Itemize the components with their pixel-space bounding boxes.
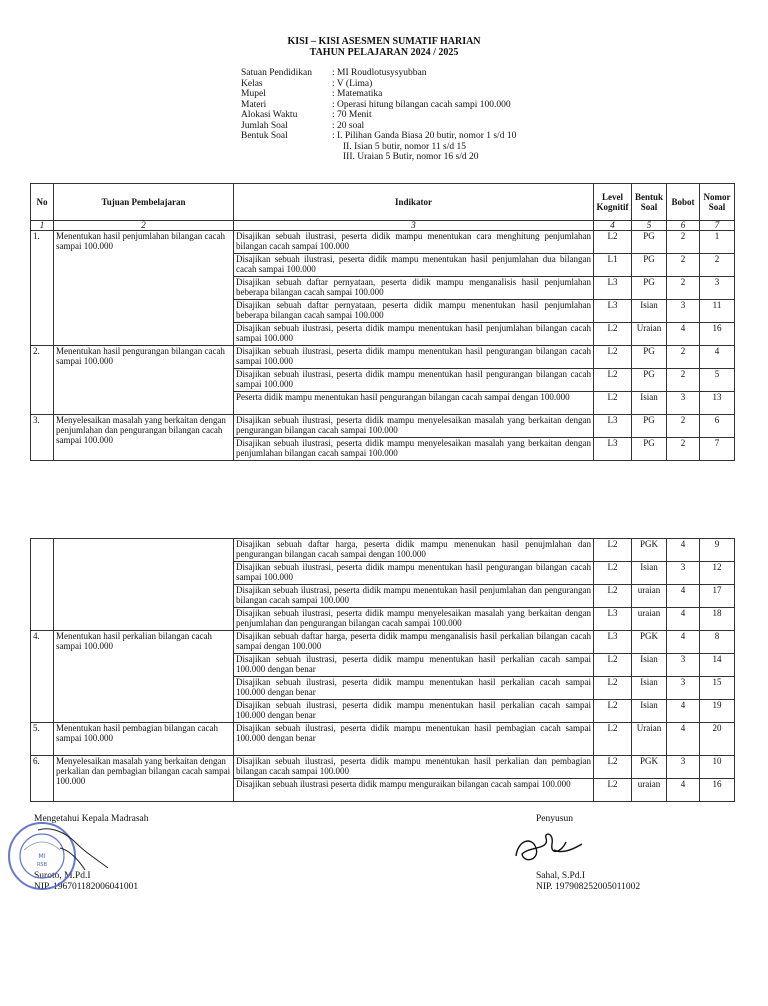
weight-cell: 4: [667, 608, 700, 631]
info-value: : Matematika: [332, 89, 383, 99]
row-number: 6.: [31, 756, 54, 802]
level-cell: L2: [594, 369, 632, 392]
info-value: : MI Roudlotusysyubban: [332, 68, 427, 78]
form-cell: Isian: [632, 300, 667, 323]
indicator-cell: Disajikan sebuah ilustrasi, peserta didik mampu menentukan hasil perkalian cacah sampai 100.000 dengan benar: [234, 677, 594, 700]
weight-cell: 3: [667, 562, 700, 585]
weight-cell: 2: [667, 254, 700, 277]
level-cell: L3: [594, 300, 632, 323]
form-cell: Isian: [632, 654, 667, 677]
question-number-cell: 12: [700, 562, 735, 585]
right-signature-mark-icon: [510, 826, 590, 871]
right-signature-name: Sahal, S.Pd.I: [536, 871, 586, 881]
form-cell: PG: [632, 231, 667, 254]
weight-cell: 4: [667, 539, 700, 562]
row-number: [31, 539, 54, 631]
question-number-cell: 16: [700, 779, 735, 802]
learning-objective: Menyelesaikan masalah yang berkaitan dengan perkalian dan pembagian bilangan cacah sampai 100.000: [54, 756, 234, 802]
weight-cell: 4: [667, 700, 700, 723]
table-row: [31, 346, 735, 369]
column-number: 5: [632, 221, 667, 231]
level-cell: L2: [594, 654, 632, 677]
weight-cell: 2: [667, 438, 700, 461]
info-row: [241, 89, 516, 100]
info-block: [241, 68, 516, 163]
indicator-cell: Disajikan sebuah ilustrasi, peserta didik mampu menentukan hasil penjumlahan bilangan cacah sampai 100.000: [234, 323, 594, 346]
indicator-cell: Disajikan sebuah ilustrasi, peserta didik mampu menentukan hasil pengurangan bilangan cacah sampai 100.000: [234, 346, 594, 369]
header-no: No: [31, 184, 54, 221]
weight-cell: 4: [667, 323, 700, 346]
indicator-cell: Disajikan sebuah ilustrasi, peserta didik mampu menentukan hasil perkalian dan pembagian bilangan cacah sampai 100.000: [234, 756, 594, 779]
weight-cell: 3: [667, 756, 700, 779]
level-cell: L2: [594, 231, 632, 254]
form-cell: PG: [632, 438, 667, 461]
question-number-cell: 15: [700, 677, 735, 700]
question-number-cell: 13: [700, 392, 735, 415]
info-label: Materi: [241, 99, 267, 110]
info-row: [241, 110, 516, 121]
indicator-cell: Disajikan sebuah daftar pernyataan, peserta didik mampu menganalisis hasil penjumlahan beberapa bilangan cacah sampai 100.000: [234, 277, 594, 300]
level-cell: L3: [594, 277, 632, 300]
form-cell: Isian: [632, 700, 667, 723]
form-cell: PGK: [632, 539, 667, 562]
info-row: [241, 121, 516, 132]
learning-objective: Menentukan hasil perkalian bilangan cacah sampai 100.000: [54, 631, 234, 723]
level-cell: L3: [594, 438, 632, 461]
level-cell: L2: [594, 677, 632, 700]
info-label: Bentuk Soal: [241, 131, 288, 141]
question-number-cell: 3: [700, 277, 735, 300]
info-label: Satuan Pendidikan: [241, 68, 312, 78]
info-value: : Operasi hitung bilangan cacah sampi 100.000: [332, 99, 511, 110]
question-number-cell: 5: [700, 369, 735, 392]
question-number-cell: 4: [700, 346, 735, 369]
level-cell: L2: [594, 392, 632, 415]
learning-objective: Menentukan hasil pembagian bilangan cacah sampai 100.000: [54, 723, 234, 756]
level-cell: L2: [594, 585, 632, 608]
right-signature-title: Penyusun: [536, 814, 573, 824]
question-number-cell: 10: [700, 756, 735, 779]
form-cell: Isian: [632, 392, 667, 415]
row-number: 4.: [31, 631, 54, 723]
indicator-cell: Disajikan sebuah ilustrasi, peserta didik mampu menentukan hasil penjumlahan dua bilangan cacah sampai 100.000: [234, 254, 594, 277]
question-number-cell: 20: [700, 723, 735, 756]
indicator-cell: Disajikan sebuah ilustrasi, peserta didik mampu menyelesaikan masalah yang berkaitan dengan penjumlahan bilangan cacah sampai 100.000: [234, 438, 594, 461]
level-cell: L3: [594, 608, 632, 631]
weight-cell: 2: [667, 369, 700, 392]
weight-cell: 2: [667, 346, 700, 369]
level-cell: L3: [594, 631, 632, 654]
level-cell: L2: [594, 346, 632, 369]
level-cell: L1: [594, 254, 632, 277]
row-number: 3.: [31, 415, 54, 461]
info-label: Alokasi Waktu: [241, 110, 298, 120]
indicator-cell: Disajikan sebuah daftar harga, peserta didik mampu menganalisis hasil perkalian bilangan cacah sampai dengan 100.000: [234, 631, 594, 654]
learning-objective: [54, 539, 234, 631]
form-cell: PGK: [632, 756, 667, 779]
indicator-cell: Disajikan sebuah ilustrasi, peserta didik mampu menentukan hasil perkalian cacah sampai 100.000 dengan benar: [234, 700, 594, 723]
weight-cell: 4: [667, 779, 700, 802]
left-signature-name: Suroto, M.Pd.I: [34, 871, 91, 881]
learning-objective: Menentukan hasil pengurangan bilangan cacah sampai 100.000: [54, 346, 234, 415]
table-row: [31, 539, 735, 562]
question-number-cell: 16: [700, 323, 735, 346]
info-value: : 70 Menit: [332, 110, 372, 120]
level-cell: L3: [594, 415, 632, 438]
question-number-cell: 17: [700, 585, 735, 608]
level-cell: L2: [594, 562, 632, 585]
weight-cell: 3: [667, 677, 700, 700]
question-number-cell: 8: [700, 631, 735, 654]
info-row: [241, 68, 516, 79]
question-number-cell: 6: [700, 415, 735, 438]
info-value: : V (Lima): [332, 78, 373, 89]
left-signature-nip: NIP. 196701182006041001: [34, 882, 139, 892]
question-number-cell: 19: [700, 700, 735, 723]
document-subtitle: TAHUN PELAJARAN 2024 / 2025: [309, 47, 459, 58]
level-cell: L2: [594, 539, 632, 562]
row-number: 5.: [31, 723, 54, 756]
form-cell: Isian: [632, 677, 667, 700]
weight-cell: 3: [667, 300, 700, 323]
grid-table-page1: [30, 183, 735, 461]
question-number-cell: 18: [700, 608, 735, 631]
form-cell: uraian: [632, 585, 667, 608]
weight-cell: 2: [667, 231, 700, 254]
indicator-cell: Disajikan sebuah ilustrasi, peserta didik mampu menentukan hasil pembagian cacah sampai 100.000 dengan benar: [234, 723, 594, 756]
info-value: : 20 soal: [332, 120, 365, 131]
question-number-cell: 7: [700, 438, 735, 461]
indicator-cell: Disajikan sebuah ilustrasi, peserta didik mampu menentukan hasil penjumlahan dan pengurangan bilangan cacah sampai 100.000: [234, 585, 594, 608]
header-indikator: Indikator: [234, 184, 594, 221]
info-row: [241, 131, 516, 142]
info-label: Jumlah Soal: [241, 120, 288, 131]
indicator-cell: Disajikan sebuah ilustrasi, peserta didik mampu menyelesaikan masalah yang berkaitan dengan pengurangan bilangan cacah sampai 100.000: [234, 415, 594, 438]
level-cell: L2: [594, 323, 632, 346]
form-cell: PG: [632, 254, 667, 277]
indicator-cell: Disajikan sebuah ilustrasi peserta didik mampu menguraikan bilangan cacah sampai 100.000: [234, 779, 594, 802]
column-number: 2: [54, 221, 234, 231]
table-row: [31, 756, 735, 779]
table-row: [31, 631, 735, 654]
level-cell: L2: [594, 779, 632, 802]
grid-table-page2: [30, 538, 735, 802]
left-signature-mark-icon: [30, 820, 115, 875]
form-cell: PGK: [632, 631, 667, 654]
question-number-cell: 9: [700, 539, 735, 562]
level-cell: L2: [594, 756, 632, 779]
form-cell: PG: [632, 346, 667, 369]
header-bobot: Bobot: [667, 184, 700, 221]
svg-text:RSB: RSB: [36, 862, 48, 868]
indicator-cell: Disajikan sebuah ilustrasi, peserta didik mampu menentukan hasil pengurangan bilangan cacah sampai 100.000: [234, 562, 594, 585]
column-number: 6: [667, 221, 700, 231]
question-number-cell: 1: [700, 231, 735, 254]
info-row: [241, 79, 516, 90]
weight-cell: 3: [667, 392, 700, 415]
header-tujuan: Tujuan Pembelajaran: [54, 184, 234, 221]
info-value: : I. Pilihan Ganda Biasa 20 butir, nomor 1 s/d 10: [332, 131, 517, 141]
info-label: Mupel: [241, 89, 266, 99]
info-row: [241, 100, 516, 111]
weight-cell: 3: [667, 654, 700, 677]
form-cell: PG: [632, 369, 667, 392]
info-sub-line: III. Uraian 5 Butir, nomor 16 s/d 20: [343, 152, 479, 162]
form-cell: Uraian: [632, 723, 667, 756]
form-cell: uraian: [632, 779, 667, 802]
column-number: 4: [594, 221, 632, 231]
form-cell: PG: [632, 277, 667, 300]
info-sub-line: II. Isian 5 butir, nomor 11 s/d 15: [343, 141, 467, 152]
document-title: KISI – KISI ASESMEN SUMATIF HARIAN: [287, 36, 481, 47]
indicator-cell: Disajikan sebuah ilustrasi, peserta didik mampu menentukan hasil pengurangan bilangan cacah sampai 100.000: [234, 369, 594, 392]
level-cell: L2: [594, 700, 632, 723]
column-number: 1: [31, 221, 54, 231]
weight-cell: 4: [667, 585, 700, 608]
row-number: 1.: [31, 231, 54, 346]
table-row: [31, 415, 735, 438]
indicator-cell: Disajikan sebuah ilustrasi, peserta didik mampu menentukan hasil perkalian cacah sampai 100.000 dengan benar: [234, 654, 594, 677]
header-level: Level Kognitif: [594, 184, 632, 221]
weight-cell: 2: [667, 415, 700, 438]
question-number-cell: 14: [700, 654, 735, 677]
table-row: [31, 231, 735, 254]
indicator-cell: Disajikan sebuah ilustrasi, peserta didik mampu menentukan cara menghitung penjumlahan bilangan cacah sampai 100.000: [234, 231, 594, 254]
learning-objective: Menentukan hasil penjumlahan bilangan cacah sampai 100.000: [54, 231, 234, 346]
left-signature-title: Mengetahui Kepala Madrasah: [34, 814, 149, 824]
form-cell: PG: [632, 415, 667, 438]
form-cell: Isian: [632, 562, 667, 585]
indicator-cell: Peserta didik mampu menentukan hasil pengurangan bilangan cacah sampai dengan 100.000: [234, 392, 594, 415]
indicator-cell: Disajikan sebuah daftar harga, peserta didik mampu menenukan hasil penujmlahan dan pengurangan bilangan cacah sampai dengan 100.000: [234, 539, 594, 562]
learning-objective: Menyelesaikan masalah yang berkaitan dengan penjumlahan dan pengurangan bilangan cacah sampai 100.000: [54, 415, 234, 461]
column-number: 3: [234, 221, 594, 231]
table-row: [31, 723, 735, 756]
question-number-cell: 11: [700, 300, 735, 323]
indicator-cell: Disajikan sebuah ilustrasi, peserta didik mampu menyelesaikan masalah yang berkaitan dengan penjumlahan dan pengurangan bilangan cacah sampai 100.000: [234, 608, 594, 631]
indicator-cell: Disajikan sebuah daftar pernyataan, peserta didik mampu menentukan hasil penjumlahan beberapa bilangan cacah sampai 100.000: [234, 300, 594, 323]
header-nomor: Nomor Soal: [700, 184, 735, 221]
right-signature-nip: NIP. 197908252005011002: [536, 882, 641, 892]
question-number-cell: 2: [700, 254, 735, 277]
level-cell: L2: [594, 723, 632, 756]
info-label: Kelas: [241, 78, 263, 89]
header-bentuk: Bentuk Soal: [632, 184, 667, 221]
weight-cell: 4: [667, 723, 700, 756]
form-cell: uraian: [632, 608, 667, 631]
column-number: 7: [700, 221, 735, 231]
form-cell: Uraian: [632, 323, 667, 346]
svg-text:MI: MI: [38, 853, 46, 860]
column-number-row: [31, 221, 735, 231]
weight-cell: 2: [667, 277, 700, 300]
row-number: 2.: [31, 346, 54, 415]
weight-cell: 4: [667, 631, 700, 654]
